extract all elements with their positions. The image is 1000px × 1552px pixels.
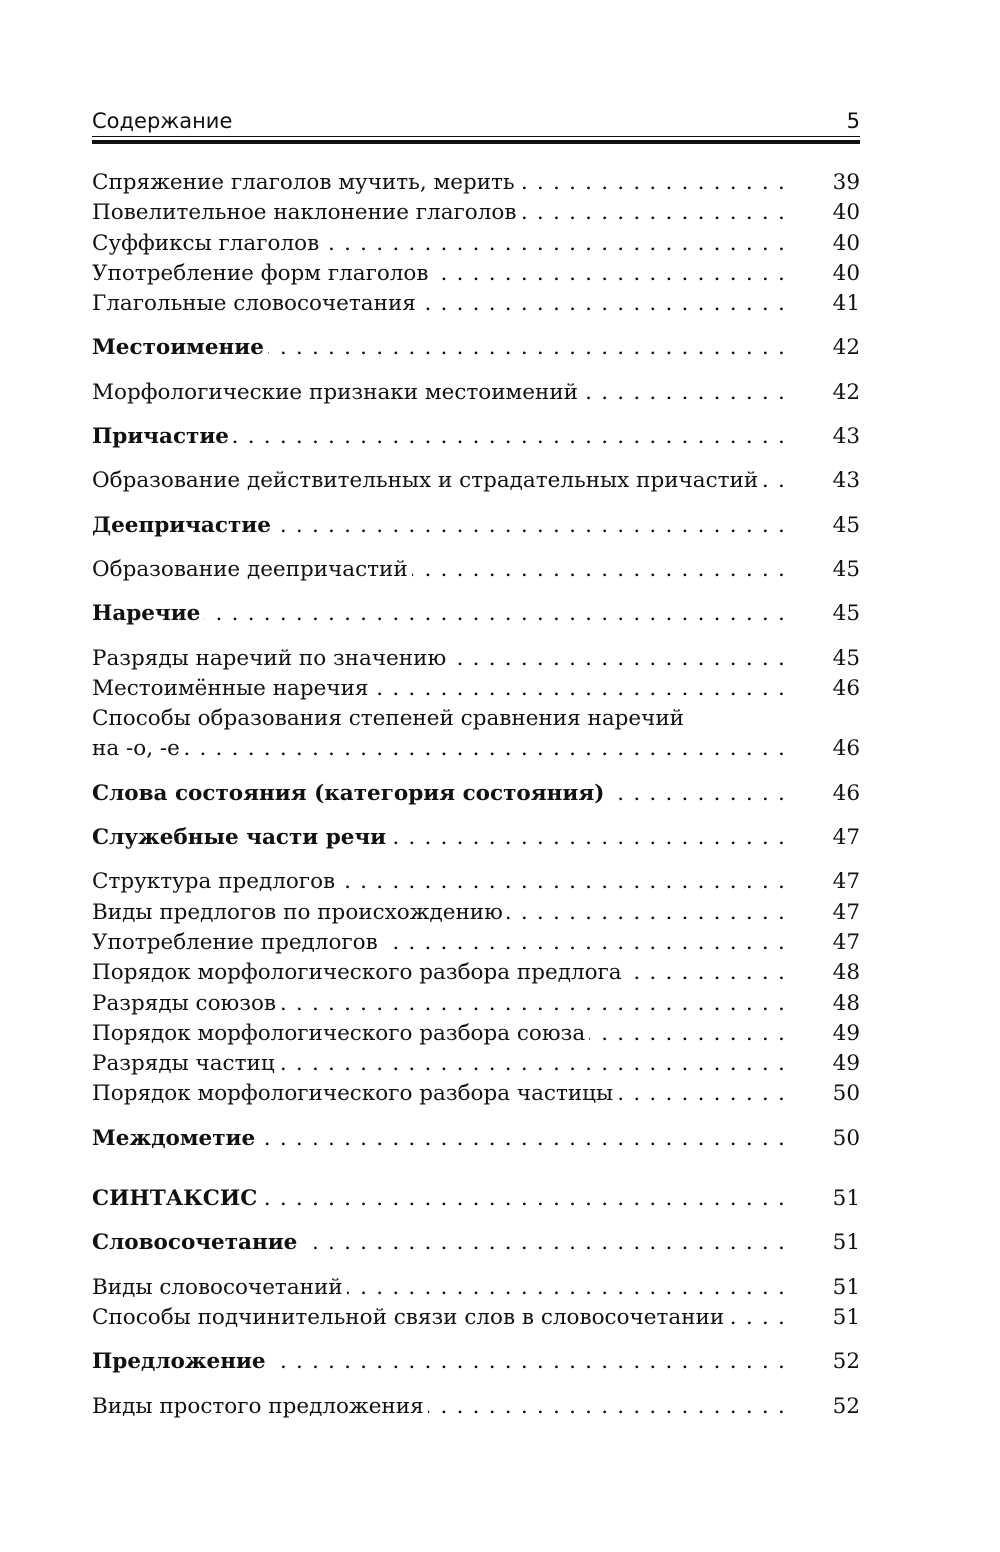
toc-entry-leader bbox=[92, 229, 786, 259]
toc-entry bbox=[92, 168, 860, 198]
toc-entry-label: Слова состояния (категория состояния) bbox=[92, 781, 608, 806]
toc-entry bbox=[92, 229, 860, 259]
toc-entry-leader bbox=[92, 259, 786, 289]
toc-entry-page: 51 bbox=[832, 1304, 860, 1330]
toc-section-entry bbox=[92, 779, 860, 809]
toc-entry-leader bbox=[92, 1184, 786, 1214]
toc-entry-label: Междометие bbox=[92, 1126, 259, 1151]
toc-entry-label: Порядок морфологического разбора частицы bbox=[92, 1081, 617, 1106]
toc-entry-leader bbox=[92, 1392, 786, 1422]
toc-entry-page: 39 bbox=[832, 170, 860, 195]
toc-entry-label: Морфологические признаки местоимений bbox=[92, 380, 582, 405]
toc-entry-label: Употребление предлогов bbox=[92, 930, 382, 955]
toc-entry-leader bbox=[92, 1347, 786, 1377]
toc-section-entry bbox=[92, 333, 860, 363]
toc-entry-page: 43 bbox=[832, 468, 860, 494]
toc-entry-page: 51 bbox=[832, 1186, 860, 1212]
toc-entry-page: 45 bbox=[832, 556, 860, 582]
toc-entry-page: 50 bbox=[832, 1125, 860, 1151]
toc-entry bbox=[92, 198, 860, 228]
running-header bbox=[92, 106, 860, 136]
toc-entry-label: Местоимённые наречия bbox=[92, 676, 372, 701]
toc-entry-leader bbox=[92, 422, 786, 452]
toc-entry-label: Образование действительных и страдательных причастий bbox=[92, 468, 762, 493]
toc-entry-page: 40 bbox=[832, 260, 860, 286]
toc-entry bbox=[92, 1303, 860, 1333]
toc-entry-label: Употребление форм глаголов bbox=[92, 261, 432, 286]
toc-entry-page: 40 bbox=[832, 230, 860, 256]
toc-section-entry bbox=[92, 422, 860, 452]
toc-entry-label: Словосочетание bbox=[92, 1230, 301, 1255]
toc-section-entry bbox=[92, 1124, 860, 1154]
toc-entry-label: Повелительное наклонение глаголов bbox=[92, 200, 520, 225]
toc-entry bbox=[92, 898, 860, 928]
toc-entry bbox=[92, 466, 860, 496]
toc-entry-label: Суффиксы глаголов bbox=[92, 231, 323, 256]
toc-entry-label: Порядок морфологического разбора предлога bbox=[92, 960, 626, 985]
toc-section-entry bbox=[92, 1347, 860, 1377]
table-of-contents bbox=[92, 168, 860, 1422]
toc-entry-label: Разряды наречий по значению bbox=[92, 646, 450, 671]
toc-entry-page: 52 bbox=[832, 1393, 860, 1419]
toc-entry bbox=[92, 1392, 860, 1422]
toc-section-entry bbox=[92, 1184, 860, 1214]
toc-entry bbox=[92, 259, 860, 289]
toc-entry-page: 47 bbox=[832, 825, 860, 851]
toc-entry-leader bbox=[92, 1079, 786, 1109]
toc-entry bbox=[92, 674, 860, 704]
toc-entry-leader bbox=[92, 989, 786, 1019]
toc-entry-label: Причастие bbox=[92, 424, 233, 449]
toc-entry-leader bbox=[92, 466, 786, 496]
toc-entry-page: 49 bbox=[832, 1051, 860, 1077]
toc-entry-label: Местоимение bbox=[92, 335, 268, 360]
toc-entry-leader bbox=[92, 674, 786, 704]
toc-entry-leader bbox=[92, 378, 786, 408]
toc-entry-page: 47 bbox=[832, 929, 860, 955]
toc-entry-leader bbox=[92, 198, 786, 228]
toc-entry-leader bbox=[92, 1019, 786, 1049]
toc-entry-leader bbox=[92, 898, 786, 928]
toc-entry-label: Наречие bbox=[92, 601, 204, 626]
toc-entry-page: 52 bbox=[832, 1349, 860, 1375]
toc-entry-page: 42 bbox=[832, 379, 860, 405]
toc-entry-page: 42 bbox=[832, 335, 860, 361]
toc-entry-page: 43 bbox=[832, 424, 860, 450]
toc-entry bbox=[92, 989, 860, 1019]
toc-entry bbox=[92, 289, 860, 319]
toc-entry-leader bbox=[92, 1049, 786, 1079]
toc-entry-label: Порядок морфологического разбора союза bbox=[92, 1021, 589, 1046]
toc-entry-label: Спряжение глаголов мучить, мерить bbox=[92, 170, 519, 195]
toc-entry bbox=[92, 378, 860, 408]
toc-entry-page: 51 bbox=[832, 1274, 860, 1300]
toc-entry-page: 45 bbox=[832, 512, 860, 538]
toc-entry-label: Виды предлогов по происхождению bbox=[92, 900, 507, 925]
toc-entry bbox=[92, 644, 860, 674]
toc-entry-label: Предложение bbox=[92, 1349, 270, 1374]
toc-entry bbox=[92, 1049, 860, 1079]
toc-entry-page: 48 bbox=[832, 990, 860, 1016]
toc-entry-page: 51 bbox=[832, 1230, 860, 1256]
toc-entry-label: Глагольные словосочетания bbox=[92, 291, 420, 316]
toc-entry bbox=[92, 958, 860, 988]
toc-entry-page: 40 bbox=[832, 200, 860, 226]
toc-entry-label: Разряды частиц bbox=[92, 1051, 279, 1076]
toc-entry-leader bbox=[92, 1228, 786, 1258]
header-rule-thin bbox=[92, 136, 860, 137]
toc-entry-leader bbox=[92, 333, 786, 363]
toc-entry-leader bbox=[92, 958, 786, 988]
toc-entry-label: Образование деепричастий bbox=[92, 557, 412, 582]
toc-entry-page: 50 bbox=[832, 1081, 860, 1107]
toc-entry-leader bbox=[92, 867, 786, 897]
toc-entry bbox=[92, 734, 860, 764]
toc-entry-page: 47 bbox=[832, 899, 860, 925]
toc-entry-label: Деепричастие bbox=[92, 513, 275, 538]
toc-entry-page: 49 bbox=[832, 1020, 860, 1046]
toc-entry bbox=[92, 928, 860, 958]
toc-entry-label: Служебные части речи bbox=[92, 825, 390, 850]
toc-entry-page: 47 bbox=[832, 869, 860, 895]
toc-entry-label: СИНТАКСИС bbox=[92, 1186, 261, 1211]
toc-entry-page: 45 bbox=[832, 645, 860, 671]
toc-entry-leader bbox=[92, 704, 786, 734]
toc-entry bbox=[92, 1019, 860, 1049]
toc-entry-leader bbox=[92, 779, 786, 809]
toc-entry-page: 46 bbox=[832, 675, 860, 701]
toc-section-entry bbox=[92, 511, 860, 541]
page-number: 5 bbox=[846, 109, 860, 133]
toc-entry-page: 45 bbox=[832, 601, 860, 627]
header-title: Содержание bbox=[92, 109, 233, 133]
toc-entry-leader bbox=[92, 644, 786, 674]
toc-entry-label: Способы подчинительной связи слов в словосочетании bbox=[92, 1305, 728, 1330]
toc-entry-leader bbox=[92, 734, 786, 764]
toc-entry-leader bbox=[92, 1273, 786, 1303]
toc-entry-leader bbox=[92, 1303, 786, 1333]
toc-entry-label: Разряды союзов bbox=[92, 991, 280, 1016]
toc-entry-page: 46 bbox=[832, 780, 860, 806]
toc-entry-label: на -о, -е bbox=[92, 736, 184, 761]
toc-entry-page: 48 bbox=[832, 960, 860, 986]
toc-entry-leader bbox=[92, 1124, 786, 1154]
toc-entry bbox=[92, 1079, 860, 1109]
toc-section-entry bbox=[92, 599, 860, 629]
toc-entry-leader bbox=[92, 599, 786, 629]
toc-entry bbox=[92, 867, 860, 897]
toc-entry-page: 46 bbox=[832, 736, 860, 762]
toc-entry-leader bbox=[92, 168, 786, 198]
toc-entry-leader bbox=[92, 823, 786, 853]
toc-entry-label: Виды словосочетаний bbox=[92, 1275, 347, 1300]
toc-entry bbox=[92, 555, 860, 585]
toc-entry-leader bbox=[92, 555, 786, 585]
toc-entry-label: Способы образования степеней сравнения наречий bbox=[92, 706, 688, 731]
toc-entry-leader bbox=[92, 928, 786, 958]
toc-section-entry bbox=[92, 823, 860, 853]
toc-entry bbox=[92, 704, 860, 734]
toc-entry-label: Структура предлогов bbox=[92, 869, 339, 894]
toc-entry-page: 41 bbox=[832, 291, 860, 317]
toc-section-entry bbox=[92, 1228, 860, 1258]
toc-entry-leader bbox=[92, 511, 786, 541]
header-rule-thick bbox=[92, 140, 860, 144]
toc-entry-leader bbox=[92, 289, 786, 319]
toc-entry-label: Виды простого предложения bbox=[92, 1394, 428, 1419]
toc-entry bbox=[92, 1273, 860, 1303]
